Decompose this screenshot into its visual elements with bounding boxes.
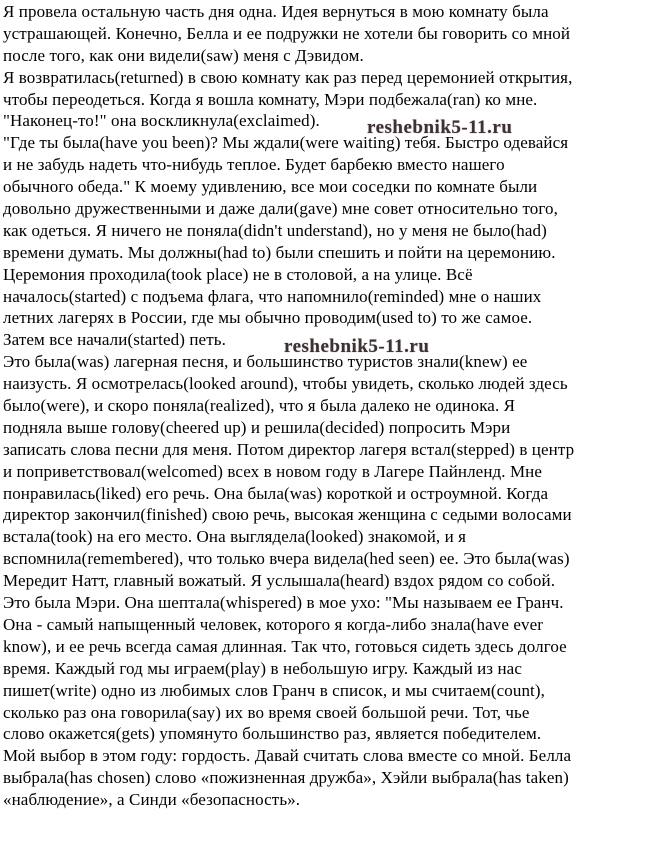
text-line: как одеться. Я ничего не поняла(didn't understand), но у меня не было(had) [3,220,547,240]
text-line: обычного обеда." К моему удивлению, все мои соседки по комнате были [3,177,538,197]
text-line: вспомнила(remembered), что только вчера видела(hed seen) ее. Это была(was) [3,549,570,569]
text-line: Это была(was) лагерная песня, и большинство туристов знали(knew) ее [3,352,528,372]
text-line: было(were), и скоро поняла(realized), что я была далеко не одинока. Я [3,396,516,416]
text-line: "Где ты была(have you been)? Мы ждали(were waiting) тебя. Быстро одевайся [3,133,569,153]
text-line: слово окажется(gets) упомянуто большинство раз, является победителем. [3,724,542,744]
text-line: чтобы переодеться. Когда я вошла комнату, Мэри подбежала(ran) ко мне. [3,89,538,109]
watermark-reshebnik-1: reshebnik5-11.ru [367,117,513,138]
text-line: Я провела остальную часть дня одна. Идея вернуться в мою комнату была [3,2,549,21]
text-line: Я возвратилась(returned) в свою комнату как раз перед церемонией открытия, [3,67,573,87]
text-line: и не забудь надеть что-нибудь теплое. Будет барбекю вместо нашего [3,155,505,175]
text-line: «наблюдение», а Синди «безопасность». [3,790,301,810]
text-line: понравилась(liked) его речь. Она была(was) короткой и остроумной. Когда [3,483,549,503]
text-line: know), и ее речь всегда самая длинная. Так что, готовься сидеть здесь долгое [3,636,567,656]
text-line: довольно дружественными и даже дали(gave) мне совет относительно того, [3,199,559,219]
text-line: и поприветствовал(welcomed) всех в новом году в Лагере Пайнленд. Мне [3,461,543,481]
text-line: Она - самый напыщенный человек, которого я когда-либо знала(have ever [3,614,544,634]
text-line: устрашающей. Конечно, Белла и ее подружки не хотели бы говорить со мной [3,23,571,43]
text-line: Затем все начали(started) петь. [3,330,226,350]
text-line: Это была Мэри. Она шептала(whispered) в мое ухо: "Мы называем ее Гранч. [3,593,564,613]
text-line: подняла выше голову(cheered up) и решила(decided) попросить Мэри [3,417,511,437]
text-line: началось(started) с подъема флага, что напомнило(reminded) мне о наших [3,286,542,306]
text-line: записать слова песни для меня. Потом директор лагеря встал(stepped) в центр [3,439,575,459]
text-line: наизусть. Я осмотрелась(looked around), чтобы увидеть, сколько людей здесь [3,374,568,394]
text-line: сколько раз она говорила(say) их во время своей большой речи. Тот, чье [3,702,530,722]
text-line: "Наконец-то!" она воскликнула(exclaimed). [3,111,320,131]
watermark-reshebnik-2: reshebnik5-11.ru [284,336,430,357]
text-line: времени думать. Мы должны(had to) были спешить и пойти на церемонию. [3,242,556,262]
text-line: Мередит Натт, главный вожатый. Я услышала(heard) вздох рядом со собой. [3,571,556,591]
text-line: Церемония проходила(took place) не в столовой, а на улице. Всё [3,264,473,284]
text-line [3,811,654,833]
text-line: директор закончил(finished) свою речь, высокая женщина с седыми волосами [3,505,572,525]
text-line: встала(took) на его место. Она выглядела(looked) знакомой, и я [3,527,467,547]
text-line: пишет(write) одно из любимых слов Гранч в список, и мы считаем(count), [3,680,545,700]
text-line: время. Каждый год мы играем(play) в небольшую игру. Каждый из нас [3,658,522,678]
text-line: после того, как они видели(saw) меня с Дэвидом. [3,45,364,65]
text-line: летних лагерях в России, где мы обычно проводим(used to) то же самое. [3,308,533,328]
text-line: Мой выбор в этом году: гордость. Давай считать слова вместе со мной. Белла [3,746,572,766]
text-line: выбрала(has chosen) слово «пожизненная дружба», Хэйли выбрала(has taken) [3,768,569,788]
